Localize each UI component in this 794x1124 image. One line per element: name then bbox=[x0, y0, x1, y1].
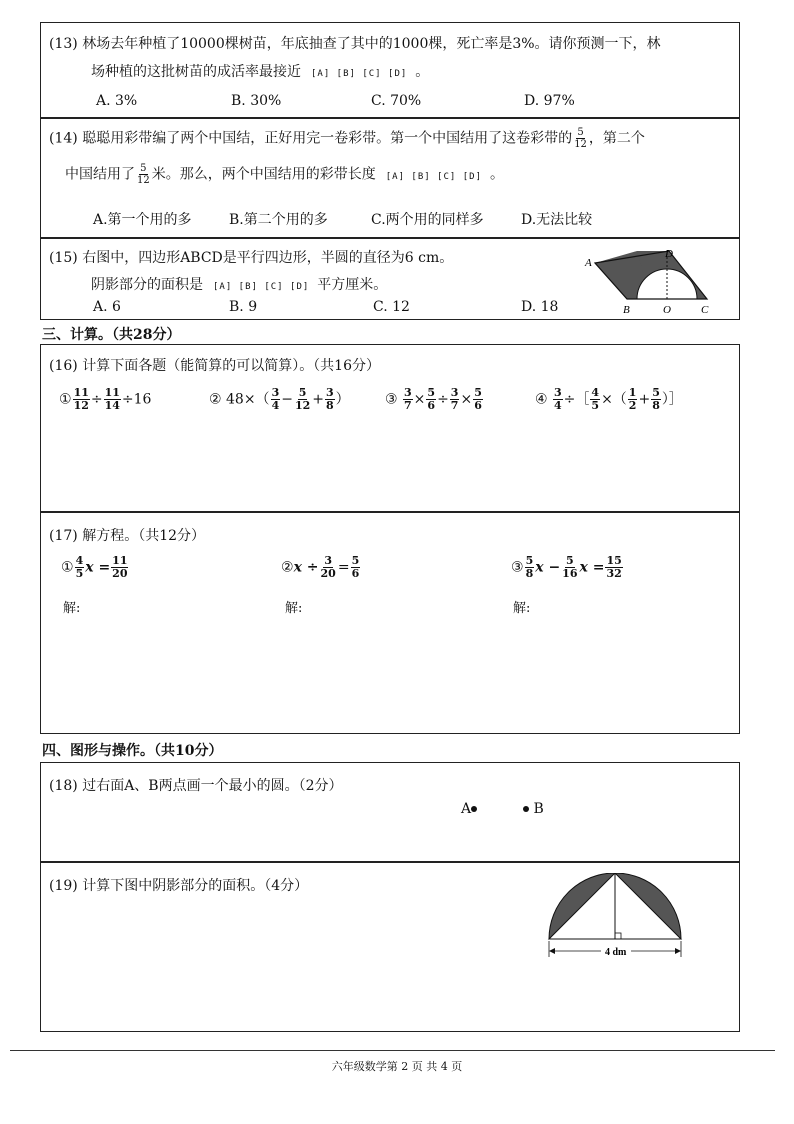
footer-rule bbox=[10, 1050, 775, 1051]
q14-line2 bbox=[65, 163, 504, 186]
q15-option-d: D. 18 bbox=[521, 299, 559, 315]
q15-label-b: B bbox=[623, 304, 630, 316]
q15-label-d: D bbox=[665, 248, 673, 260]
q17-solve-label-2: 解: bbox=[285, 601, 303, 616]
q17-title: (17) 解方程。（共12分） bbox=[49, 528, 206, 544]
q14-line1 bbox=[49, 127, 645, 150]
q14-option-b: B.第二个用的多 bbox=[229, 212, 328, 228]
q13-line1: (13) 林场去年种植了10000棵树苗，年底抽查了其中的1000棵，死亡率是3%。请你预测一下，林 bbox=[49, 36, 661, 52]
q14-fraction-1: $\frac{5}{12}$ bbox=[574, 127, 587, 150]
q16-title: (16) 计算下面各题（能简算的可以简算）。（共16分） bbox=[49, 358, 381, 374]
q16-problem-3: ③ $\frac{3}{7}$ × $\frac{5}{6}$ ÷ $\frac{3}{7}$ × $\frac{5}{6}$ bbox=[385, 386, 482, 412]
q13-line2-text: 场种植的这批树苗的成活率最接近 bbox=[91, 64, 301, 80]
question-14-box bbox=[40, 118, 740, 238]
point-a-dot bbox=[471, 806, 477, 812]
q15-label-a: A bbox=[585, 257, 592, 269]
q13-option-d: D. 97% bbox=[524, 93, 575, 109]
q13-option-b: B. 30% bbox=[231, 93, 282, 109]
q15-line2a: 阴影部分的面积是 bbox=[91, 277, 203, 293]
question-19-box bbox=[40, 862, 740, 1032]
page-footer: 六年级数学第 2 页 共 4 页 bbox=[331, 1060, 463, 1073]
q19-dimension-label: 4 dm bbox=[605, 947, 627, 958]
q15-option-b: B. 9 bbox=[229, 299, 258, 315]
point-b-dot bbox=[523, 806, 529, 812]
q18-title: (18) 过右面A、B两点画一个最小的圆。（2分） bbox=[49, 778, 343, 794]
q13-answer-choices[interactable]: [A] [B] [C] [D] bbox=[311, 69, 408, 79]
section-4-heading: 四、图形与操作。（共10分） bbox=[42, 743, 223, 759]
q14-end: 。 bbox=[490, 166, 505, 183]
q17-solve-label-3: 解: bbox=[513, 601, 531, 616]
question-13-box bbox=[40, 22, 740, 118]
q14-option-c: C.两个用的同样多 bbox=[371, 212, 484, 228]
q14-line2b: 米。那么，两个中国结用的彩带长度 bbox=[151, 166, 376, 183]
q13-line2 bbox=[91, 61, 429, 81]
q14-option-a: A.第一个用的多 bbox=[93, 212, 192, 228]
question-15-box bbox=[40, 238, 740, 320]
q14-line1b: ，第二个 bbox=[588, 130, 645, 147]
question-18-box bbox=[40, 762, 740, 862]
q15-label-c: C bbox=[701, 304, 709, 316]
q15-line2 bbox=[91, 274, 387, 294]
q18-point-b: B bbox=[523, 801, 544, 817]
q16-problem-4: ④ $\frac{3}{4}$ ÷［ $\frac{4}{5}$ ×（ $\frac{1}{2}$ + $\frac{5}{8}$ ）］ bbox=[535, 386, 683, 412]
q15-answer-choices[interactable]: [A] [B] [C] [D] bbox=[213, 282, 310, 292]
q17-equation-1: ① $\frac{4}{5}$ x = $\frac{11}{20}$ bbox=[61, 554, 128, 580]
q14-option-d: D.无法比较 bbox=[521, 212, 593, 228]
section-3-heading: 三、计算。（共28分） bbox=[42, 327, 181, 343]
q14-line2a: 中国结用了 bbox=[65, 166, 135, 183]
q19-semicircle-figure bbox=[543, 873, 687, 963]
q17-equation-2: ②x ÷ $\frac{3}{20}$ = $\frac{5}{6}$ bbox=[281, 554, 360, 580]
q16-problem-2: ② 48×（ $\frac{3}{4}$ − $\frac{5}{12}$ + $\frac{3}{8}$ ） bbox=[209, 386, 350, 412]
q15-line1: (15) 右图中，四边形ABCD是平行四边形，半圆的直径为6 cm。 bbox=[49, 250, 454, 266]
q17-solve-label-1: 解: bbox=[63, 601, 81, 616]
question-16-box bbox=[40, 344, 740, 512]
q14-fraction-2: $\frac{5}{12}$ bbox=[137, 163, 150, 186]
q17-equation-3: ③ $\frac{5}{8}$ x − $\frac{5}{16}$ x = $\frac{15}{32}$ bbox=[511, 554, 622, 580]
q16-problem-1: ① $\frac{11}{12}$ ÷ $\frac{11}{14}$ ÷16 bbox=[59, 386, 152, 412]
q14-answer-choices[interactable]: [A] [B] [C] [D] bbox=[385, 171, 483, 182]
q13-option-c: C. 70% bbox=[371, 93, 422, 109]
q15-line2b: 平方厘米。 bbox=[317, 277, 388, 293]
q13-option-a: A. 3% bbox=[96, 93, 138, 109]
q18-point-a: A bbox=[461, 801, 477, 817]
q15-label-o: O bbox=[663, 304, 671, 316]
q13-end: 。 bbox=[415, 64, 430, 80]
q14-line1a: (14) 聪聪用彩带编了两个中国结，正好用完一卷彩带。第一个中国结用了这卷彩带的 bbox=[49, 130, 573, 147]
question-17-box bbox=[40, 512, 740, 734]
q15-parallelogram-figure bbox=[581, 247, 711, 317]
q15-option-a: A. 6 bbox=[93, 299, 121, 315]
q15-option-c: C. 12 bbox=[373, 299, 410, 315]
q19-title: (19) 计算下图中阴影部分的面积。（4分） bbox=[49, 878, 309, 894]
